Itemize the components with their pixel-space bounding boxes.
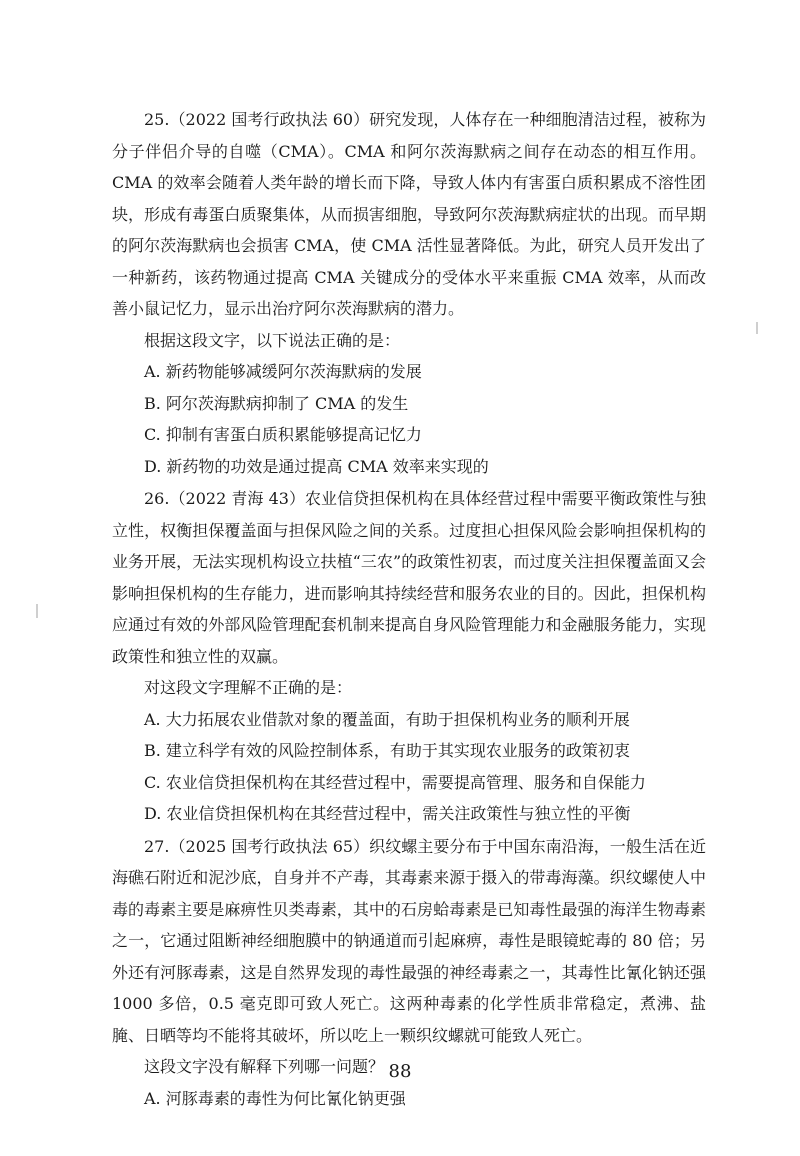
question-stem: 26.（2022 青海 43）农业信贷担保机构在具体经营过程中需要平衡政策性与独立性，权衡担保覆盖面与担保风险之间的关系。过度担心担保风险会影响担保机构的业务开展，无法实现机构设立扶植“三农”的政策性初衷，而过度关注担保覆盖面又会影响担保机构的生存能力，进而影响其持续经营和服务农业的目的。因此，担保机构应通过有效的外部风险管理配套机制来提高自身风险管理能力和金融服务能力，实现政策性和独立性的双赢。 — [112, 489, 706, 666]
option-d: D. 农业信贷担保机构在其经营过程中，需关注政策性与独立性的平衡 — [144, 804, 631, 823]
option-d: D. 新药物的功效是通过提高 CMA 效率来实现的 — [144, 456, 489, 476]
option-c: C. 抑制有害蛋白质积累能够提高记忆力 — [144, 425, 422, 444]
question-prompt: 这段文字没有解释下列哪一问题？ — [144, 1057, 385, 1076]
page-number: 88 — [388, 1061, 412, 1082]
option-b: B. 阿尔茨海默病抑制了 CMA 的发生 — [144, 393, 409, 413]
option-a: A. 新药物能够减缓阿尔茨海默病的发展 — [144, 362, 422, 381]
question-prompt: 对这段文字理解不正确的是： — [144, 678, 353, 697]
scan-mark-left — [36, 604, 38, 618]
option-b: B. 建立科学有效的风险控制体系，有助于其实现农业服务的政策初衷 — [144, 741, 630, 760]
option-a: A. 河豚毒素的毒性为何比氰化钠更强 — [144, 1088, 406, 1108]
document-page — [112, 104, 706, 1115]
option-a: A. 大力拓展农业借款对象的覆盖面，有助于担保机构业务的顺利开展 — [144, 709, 630, 729]
question-25 — [112, 104, 706, 482]
question-26 — [112, 483, 706, 830]
question-prompt: 根据这段文字，以下说法正确的是： — [144, 330, 401, 350]
question-stem: 27.（2025 国考行政执法 65）织纹螺主要分布于中国东南沿海，一般生活在近海礁石附近和泥沙底，自身并不产毒，其毒素来源于摄入的带毒海藻。织纹螺使人中毒的毒素主要是麻痹性贝类毒素，其中的石房蛤毒素是已知毒性最强的海洋生物毒素之一，它通过阻断神经细胞膜中的钠通道而引起麻痹，毒性是眼镜蛇毒的 80 倍；另外还有河豚毒素，这是自然界发现的毒性最强的神经毒素之一，其毒性比氰化钠还强 1000 多倍，0.5 毫克即可致人死亡。这两种毒素的化学性质非常稳定，煮沸、盐腌、日晒等均不能将其破坏，所以吃上一颗织纹螺就可能致人死亡。 — [112, 836, 706, 1045]
question-stem: 25.（2022 国考行政执法 60）研究发现，人体存在一种细胞清洁过程，被称为分子伴侣介导的自噬（CMA）。CMA 和阿尔茨海默病之间存在动态的相互作用。CMA 的效率会随着人类年龄的增长而下降，导致人体内有害蛋白质积累成不溶性团块，形成有毒蛋白质聚集体，从而损害细胞，导致阿尔茨海默病症状的出现。而早期的阿尔茨海默病也会损害 CMA，使 CMA 活性显著降低。为此，研究人员开发出了一种新药，该药物通过提高 CMA 关键成分的受体水平来重振 CMA 效率，从而改善小鼠记忆力，显示出治疗阿尔茨海默病的潜力。 — [112, 110, 706, 318]
option-c: C. 农业信贷担保机构在其经营过程中，需要提高管理、服务和自保能力 — [144, 772, 646, 792]
scan-mark-right — [756, 322, 758, 334]
